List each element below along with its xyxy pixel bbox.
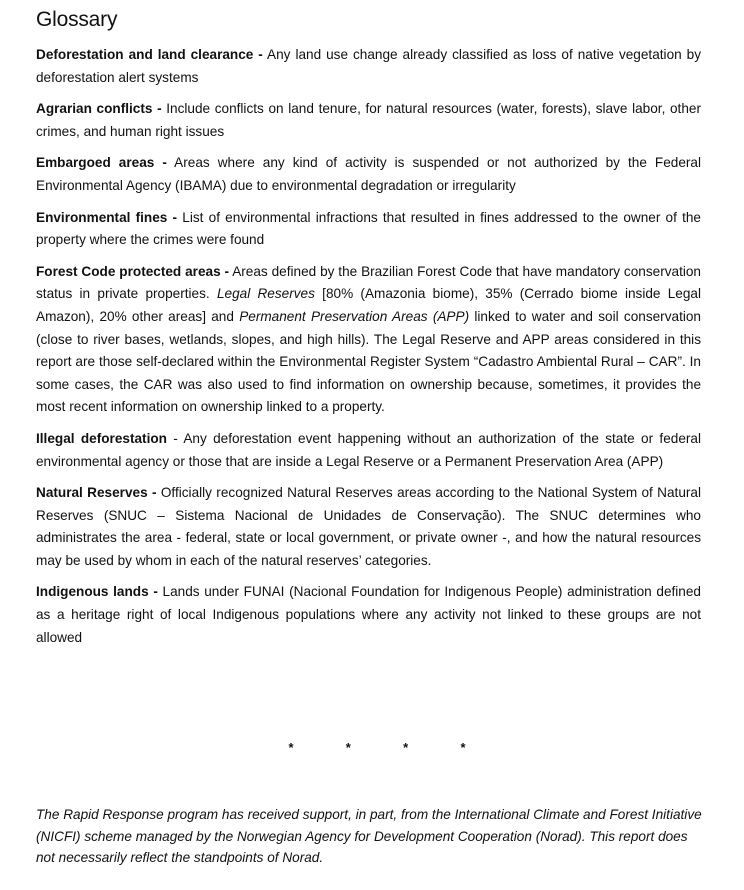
glossary-entry-forest-code: [36, 261, 701, 419]
glossary-italic-term: Permanent Preservation Areas (APP): [239, 308, 470, 324]
funding-footnote: The Rapid Response program has received support, in part, from the International Climate and Forest Initiative (NICFI) scheme managed by the Norwegian Agency for Development Cooperation (Norad). This report does not necessarily reflect the standpoints of Norad.: [36, 807, 702, 865]
glossary-definition: List of environmental infractions that resulted in fines addressed to the owner of the property where the crimes were found: [36, 209, 701, 248]
glossary-definition: Officially recognized Natural Reserves areas according to the National System of Natural Reserves (SNUC – Sistema Nacional de Unidades de Conservação). The SNUC determines who administrates the area - federal, state or local government, or private owner -, and how the natural resources may be used by whom in each of the natural reserves’ categories.: [36, 485, 701, 568]
page-title: Glossary: [36, 8, 118, 31]
section-separator: [287, 740, 467, 755]
glossary-definition: Lands under FUNAI (Nacional Foundation for Indigenous People) administration defined as a heritage right of local Indigenous populations where any activity not linked to these groups are not allowed: [36, 584, 701, 645]
glossary-definition: Any land use change already classified as loss of native vegetation by deforestation alert systems: [36, 47, 702, 85]
glossary-definition-part: linked to water and soil conservation (close to river bases, wetlands, slopes, and high hills). The Legal Reserve and APP areas considered in this report are those self-declared within the Environmental Register System “Cadastro Ambiental Rural – CAR”. In some cases, the CAR was also used to find information on ownership because, sometimes, it provides the most recent information on ownership linked to a property.: [36, 308, 701, 415]
glossary-term: Embargoed areas -: [36, 155, 167, 171]
glossary-italic-term: Legal Reserves: [216, 286, 315, 302]
glossary-term: Natural Reserves -: [36, 485, 157, 501]
glossary-term: Indigenous lands -: [36, 584, 158, 600]
glossary-term: Forest Code protected areas -: [36, 263, 230, 279]
glossary-term: Environmental fines -: [36, 209, 178, 225]
glossary-definition: - Any deforestation event happening without an authorization of the state or federal environmental agency or those that are inside a Legal Reserve or a Permanent Preservation Area (APP): [36, 430, 701, 469]
glossary-definition-part: [80% (Amazonia biome), 35% (Cerrado biome inside Legal Amazon), 20% other areas] and: [36, 286, 701, 324]
separator-star: *: [403, 740, 409, 755]
glossary-definition: Include conflicts on land tenure, for natural resources (water, forests), slave labor, other crimes, and human right issues: [36, 101, 701, 139]
glossary-definition: Areas where any kind of activity is suspended or not authorized by the Federal Environmental Agency (IBAMA) due to environmental degradation or irregularity: [36, 155, 702, 193]
glossary-entry-indigenous-lands: [36, 581, 701, 649]
glossary-term: Illegal deforestation: [36, 430, 167, 446]
glossary-entry-environmental-fines: [36, 207, 701, 252]
glossary-entry-deforestation: [36, 44, 701, 89]
glossary-term: Deforestation and land clearance -: [36, 47, 263, 62]
separator-star: *: [345, 740, 351, 755]
separator-star: *: [460, 740, 466, 755]
glossary-entry-natural-reserves: [36, 482, 701, 572]
glossary-term: Agrarian conflicts -: [36, 101, 162, 117]
glossary-entry-illegal-deforestation: [36, 428, 701, 473]
glossary-definition-part: Areas defined by the Brazilian Forest Code that have mandatory conservation status in private properties.: [36, 263, 701, 302]
glossary-entry-embargoed-areas: [36, 152, 701, 197]
glossary-page: [36, 8, 701, 658]
glossary-entry-agrarian-conflicts: [36, 98, 701, 143]
separator-star: *: [288, 740, 294, 755]
